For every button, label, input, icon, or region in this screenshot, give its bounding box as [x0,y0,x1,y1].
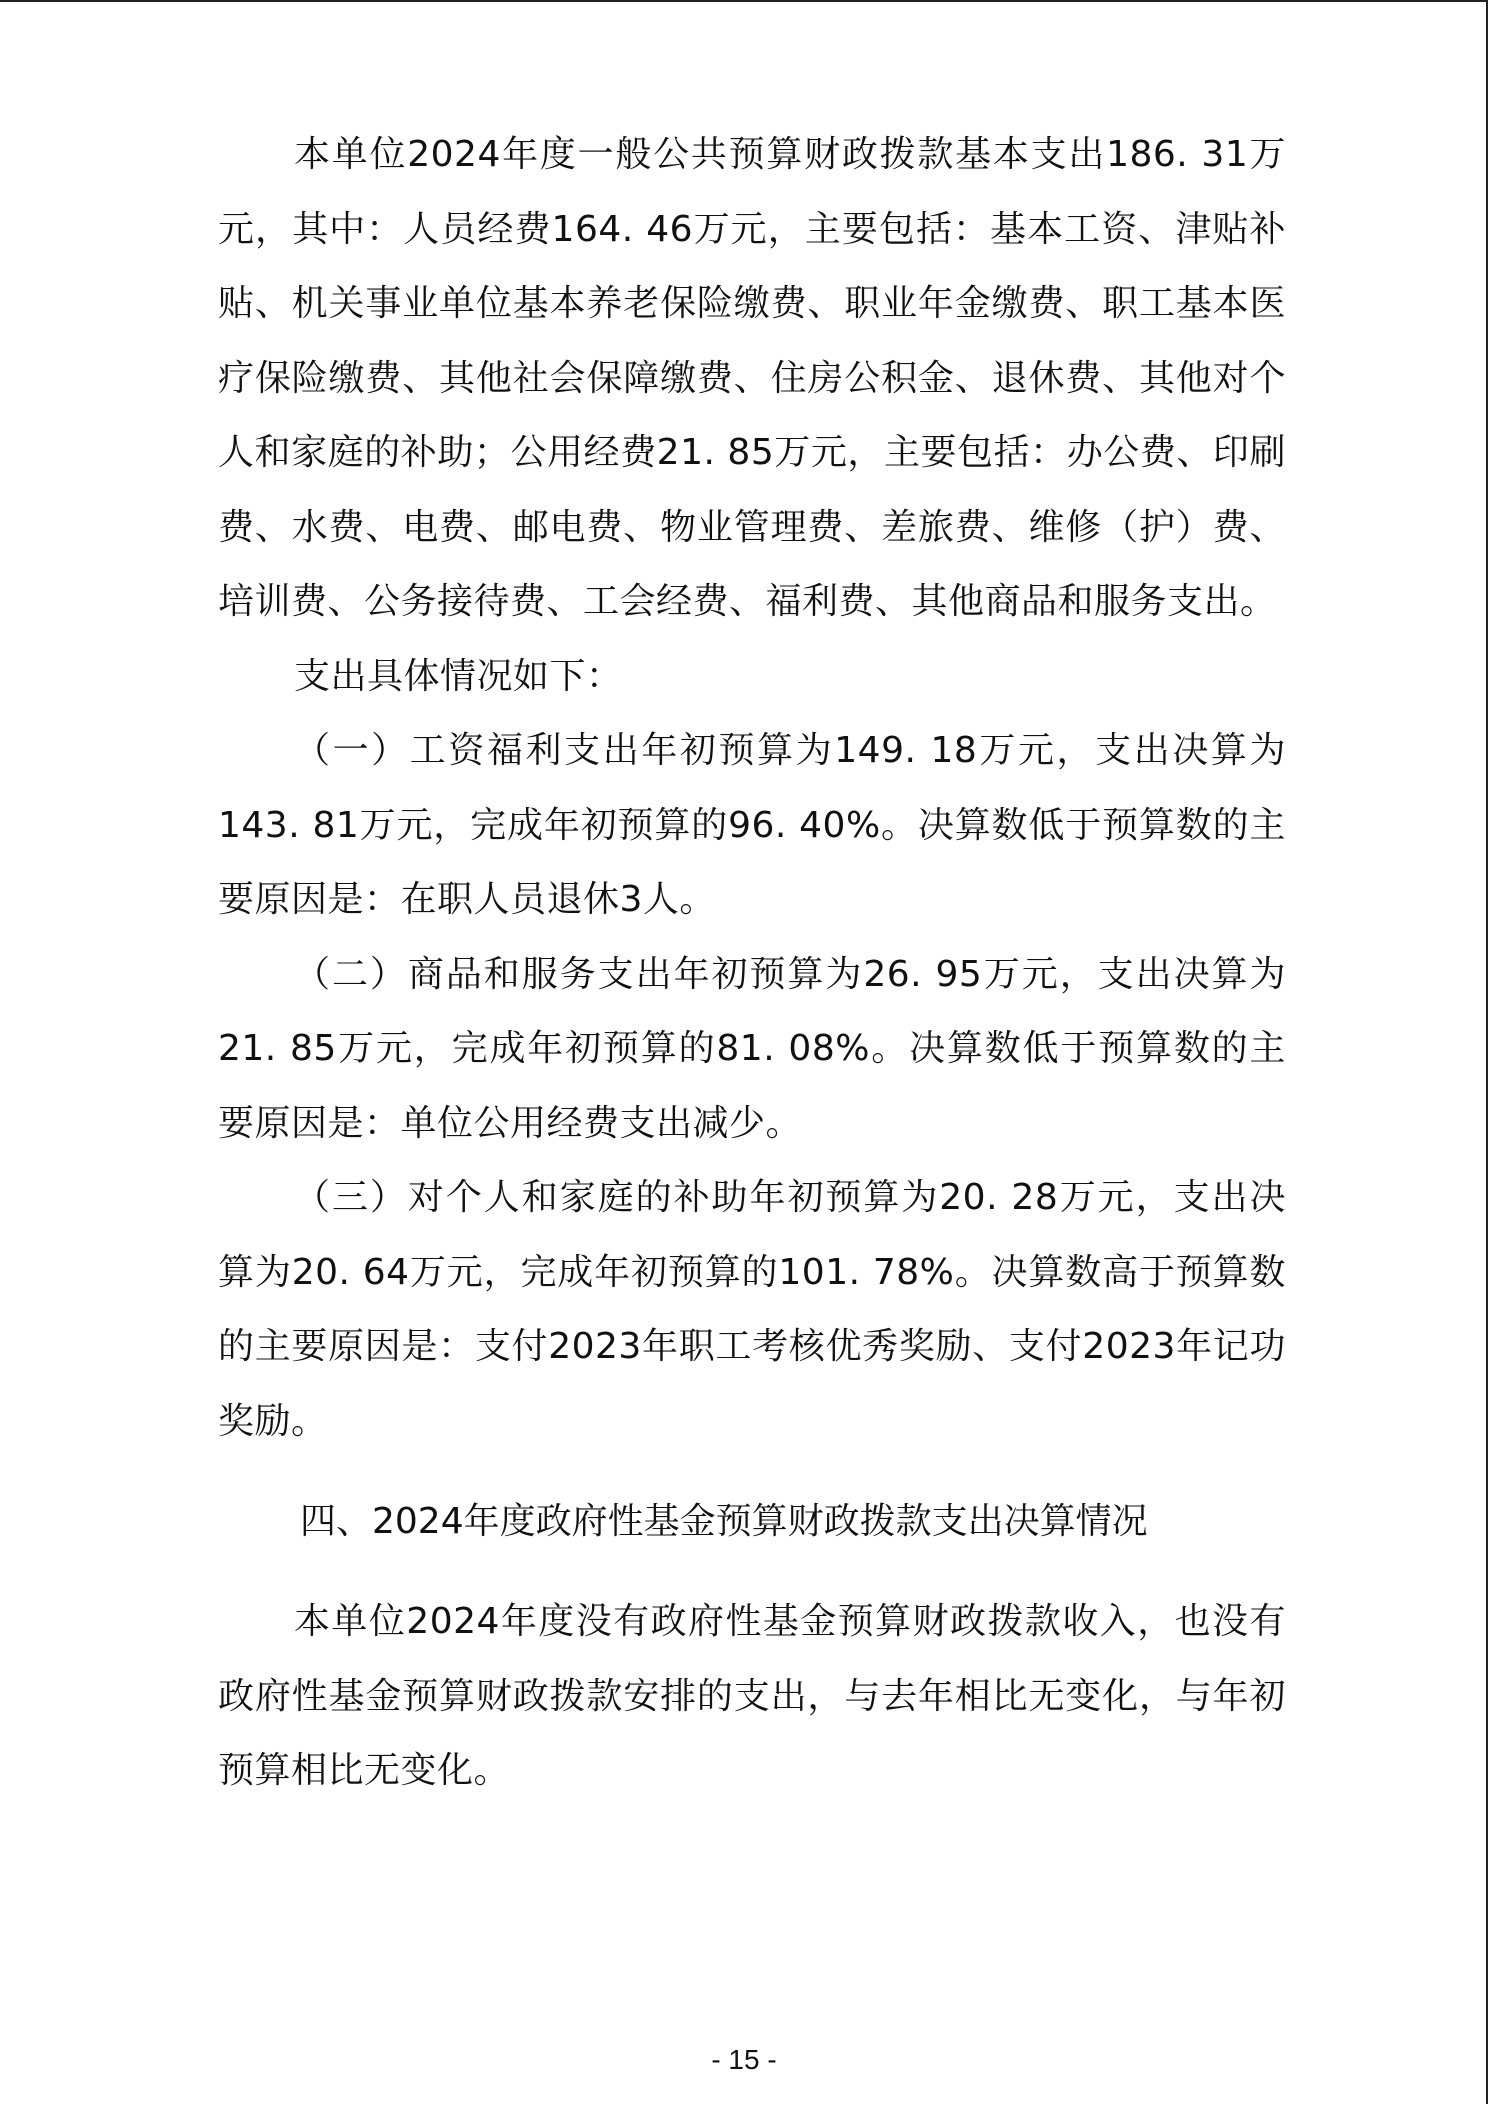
paragraph-details-intro: 支出具体情况如下： [294,655,623,697]
paragraph-basic-expenditure: 本单位2024年度一般公共预算财政拨款基本支出186. 31万元，其中：人员经费164. 46万元，主要包括：基本工资、津贴补贴、机关事业单位基本养老保险缴费、职业年金缴费、职工基本医疗保险缴费、其他社会保障缴费、住房公积金、退休费、其他对个人和家庭的补助；公用经费21. 85万元，主要包括：办公费、印刷费、水费、电费、邮电费、物业管理费、差旅费、维修（护）费、培训费、公务接待费、工会经费、福利费、其他商品和服务支出。 [218,134,1286,622]
page-top-border [0,0,1488,2]
document-body [218,118,1286,1809]
paragraph-household-subsidy: （三）对个人和家庭的补助年初预算为20. 28万元，支出决算为20. 64万元，完成年初预算的101. 78%。决算数高于预算数的主要原因是：支付2023年职工考核优秀奖励、支付2023年记功奖励。 [218,1177,1286,1442]
paragraph-wages-welfare: （一）工资福利支出年初预算为149. 18万元，支出决算为143. 81万元，完成年初预算的96. 40%。决算数低于预算数的主要原因是：在职人员退休3人。 [218,730,1286,920]
section-heading: 四、2024年度政府性基金预算财政拨款支出决算情况 [300,1501,1148,1542]
page-number: - 15 - [711,2044,777,2075]
paragraph-government-fund: 本单位2024年度没有政府性基金预算财政拨款收入，也没有政府性基金预算财政拨款安排的支出，与去年相比无变化，与年初预算相比无变化。 [218,1601,1286,1791]
paragraph-goods-services: （二）商品和服务支出年初预算为26. 95万元，支出决算为21. 85万元，完成年初预算的81. 08%。决算数低于预算数的主要原因是：单位公用经费支出减少。 [218,953,1286,1144]
